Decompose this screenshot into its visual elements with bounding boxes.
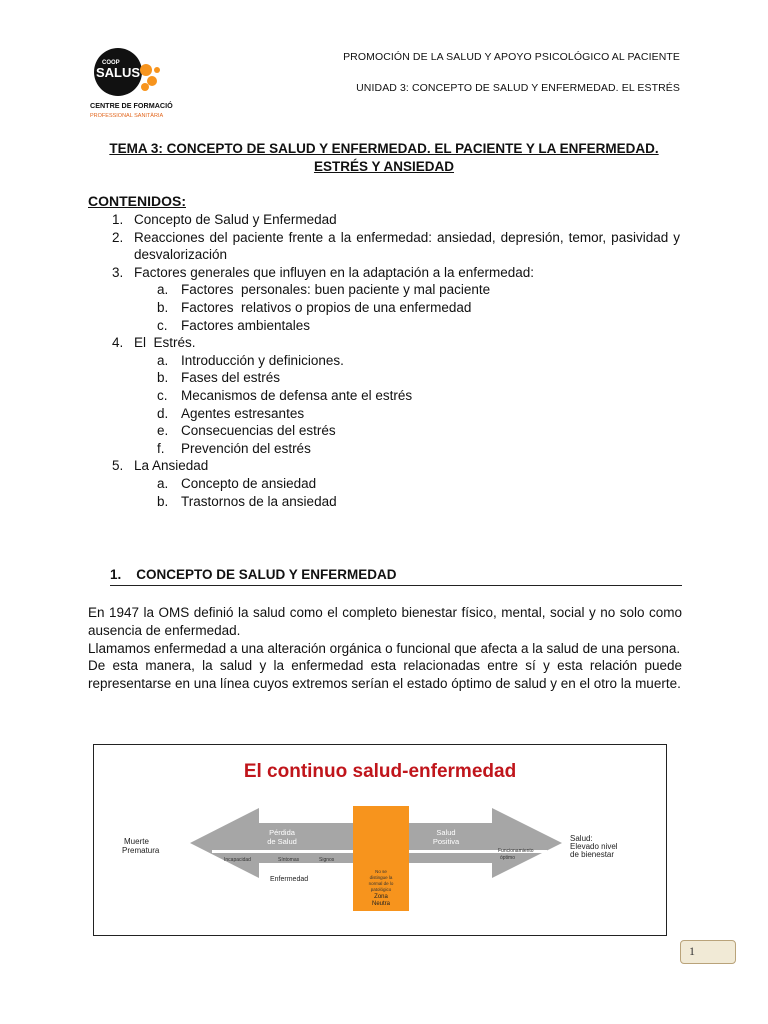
page-number-badge (680, 940, 736, 964)
contents-subitem-text: Factores relativos o propios de una enfermedad (181, 299, 472, 315)
contents-item-number: 5. (112, 458, 124, 474)
svg-text:Pérdida: Pérdida (269, 828, 295, 837)
contents-item (88, 334, 680, 352)
svg-text:de Salud: de Salud (267, 837, 297, 846)
svg-text:Positiva: Positiva (432, 837, 460, 846)
contents-subitem (88, 475, 680, 493)
contents-subitem-letter: c. (157, 387, 168, 403)
contents-item-text: El Estrés. (134, 335, 196, 351)
paragraph: En 1947 la OMS definió la salud como el completo bienestar físico, mental, social y no solo como ausencia de enfermedad. (88, 605, 682, 638)
page-title (88, 140, 680, 176)
contents-subitem-text: Prevención del estrés (181, 440, 311, 456)
svg-text:Zona: Zona (374, 894, 388, 900)
contents-subitem-text: Concepto de ansiedad (181, 475, 317, 491)
svg-text:Neutra: Neutra (371, 901, 391, 907)
paragraph: De esta manera, la salud y la enfermedad esta relacionadas entre sí y esta relación puede representarse en una línea cuyos extremos serían el estado óptimo de salud y en el otro la muerte. (88, 658, 682, 692)
contents-subitem (88, 352, 680, 370)
svg-text:Incapacidad: Incapacidad (224, 857, 251, 863)
contents-item (88, 211, 680, 229)
svg-text:Enfermedad: Enfermedad (270, 876, 309, 883)
unit-header: UNIDAD 3: CONCEPTO DE SALUD Y ENFERMEDAD. EL ESTRÉS (356, 82, 680, 94)
contents-subitem (88, 317, 680, 335)
contents-subitem (88, 369, 680, 387)
contents-subitem (88, 281, 680, 299)
svg-text:No se: No se (375, 869, 387, 874)
svg-text:Muerte: Muerte (124, 837, 149, 846)
svg-text:CENTRE DE FORMACIÓ: CENTRE DE FORMACIÓ (90, 101, 173, 110)
svg-text:SALUS: SALUS (96, 65, 141, 80)
contents-item (88, 264, 680, 282)
health-continuum-figure (93, 744, 667, 936)
right-arrow (408, 808, 562, 878)
contents-subitem-letter: a. (157, 282, 169, 298)
svg-text:distingue la: distingue la (369, 875, 393, 880)
svg-text:Salud: Salud (436, 828, 456, 837)
title-line-2: ESTRÉS Y ANSIEDAD (313, 159, 455, 174)
contents-item-text: La Ansiedad (134, 458, 209, 474)
contents-item (88, 229, 684, 264)
contents-subitem-letter: e. (157, 423, 169, 439)
contents-item-number: 4. (112, 335, 124, 351)
svg-text:normal de lo: normal de lo (368, 881, 394, 886)
svg-text:óptimo: óptimo (500, 855, 516, 861)
contents-subitem-letter: a. (157, 475, 169, 491)
contents-subitem-letter: b. (157, 299, 169, 315)
contents-subitem-letter: d. (157, 405, 169, 421)
contents-subitem-text: Fases del estrés (181, 370, 281, 386)
contents-subitem-letter: a. (157, 352, 169, 368)
course-header: PROMOCIÓN DE LA SALUD Y APOYO PSICOLÓGICO AL PACIENTE (343, 51, 680, 63)
contents-subitem (88, 493, 680, 511)
contents-subitem (88, 422, 680, 440)
contents-item-text: Concepto de Salud y Enfermedad (134, 212, 337, 227)
contents-subitem-text: Introducción y definiciones. (181, 352, 344, 368)
contents-subitem-letter: c. (157, 317, 168, 333)
paragraph: Llamamos enfermedad a una alteración orgánica o funcional que afecta a la salud de una persona. (88, 640, 681, 656)
svg-text:de bienestar: de bienestar (570, 850, 615, 859)
section-body (88, 604, 682, 693)
contents-list (88, 211, 684, 510)
contents-subitem-text: Factores personales: buen paciente y mal paciente (181, 282, 491, 298)
contents-subitem-text: Trastornos de la ansiedad (181, 493, 337, 509)
svg-text:Síntomas: Síntomas (278, 857, 300, 863)
contents-item-text: Factores generales que influyen en la adaptación a la enfermedad: (134, 264, 535, 280)
contents-subitem-text: Agentes estresantes (181, 405, 305, 421)
contents-item (88, 457, 680, 475)
figure-title: El continuo salud-enfermedad (243, 761, 517, 782)
svg-text:Elevado nivel: Elevado nivel (570, 842, 618, 851)
contents-subitem-letter: b. (157, 493, 169, 509)
contents-item-number: 1. (112, 212, 124, 227)
contents-subitem-letter: b. (157, 370, 169, 386)
contents-heading: CONTENIDOS: (88, 193, 186, 209)
contents-item-number: 2. (112, 229, 124, 245)
svg-text:Funcionamiento: Funcionamiento (498, 848, 534, 854)
svg-text:Salud:: Salud: (570, 834, 593, 843)
contents-subitem (88, 387, 680, 405)
svg-text:COOP: COOP (102, 60, 120, 66)
contents-subitem-text: Mecanismos de defensa ante el estrés (181, 387, 413, 403)
svg-text:Signos: Signos (319, 857, 335, 863)
title-line-1: TEMA 3: CONCEPTO DE SALUD Y ENFERMEDAD. EL PACIENTE Y LA ENFERMEDAD. (109, 141, 659, 156)
svg-text:patológico: patológico (370, 887, 392, 892)
contents-subitem-text: Consecuencias del estrés (181, 423, 336, 439)
contents-subitem-letter: f. (157, 440, 165, 456)
coop-salus-logo (88, 44, 198, 126)
contents-item-text: Reacciones del paciente frente a la enfermedad: ansiedad, depresión, temor, pasividad y desvalorización (134, 229, 684, 263)
svg-text:PROFESSIONAL SANITÀRIA: PROFESSIONAL SANITÀRIA (90, 113, 164, 119)
svg-text:Prematura: Prematura (122, 846, 160, 855)
contents-subitem (88, 405, 680, 423)
contents-subitem (88, 299, 680, 317)
contents-item-number: 3. (112, 264, 124, 280)
section-heading: 1. CONCEPTO DE SALUD Y ENFERMEDAD (110, 567, 397, 582)
contents-subitem-text: Factores ambientales (181, 317, 311, 333)
section-underline (110, 585, 682, 586)
page-number: 1 (689, 944, 695, 958)
contents-subitem (88, 440, 680, 458)
